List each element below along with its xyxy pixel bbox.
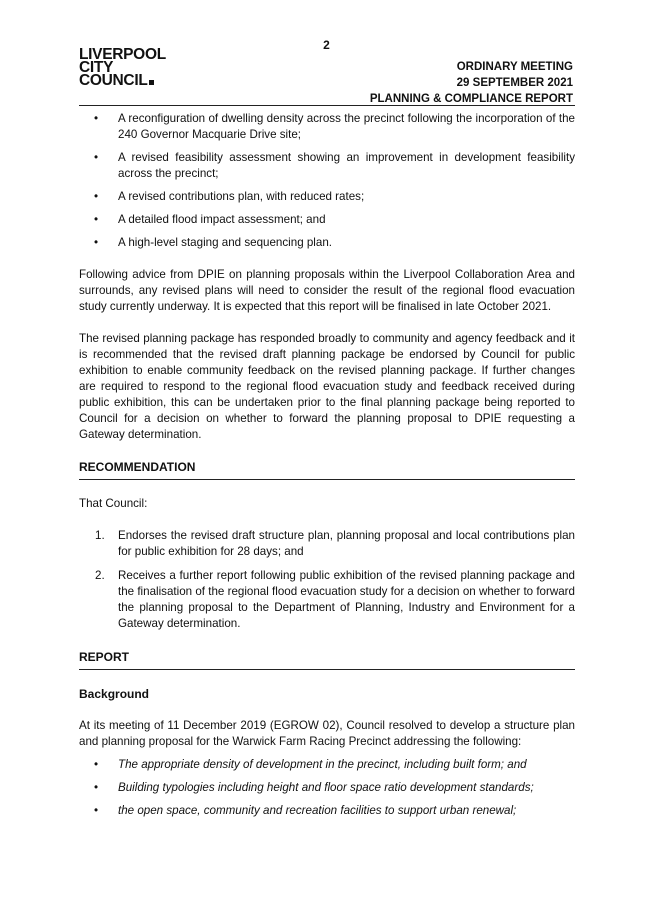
logo-line-2: CITY xyxy=(79,59,114,76)
meeting-date: 29 SEPTEMBER 2021 xyxy=(456,77,573,89)
list-item: • A revised feasibility assessment showing an improvement in development feasibility across the precinct; xyxy=(79,150,575,182)
list-item xyxy=(79,568,575,632)
paragraph: Following advice from DPIE on planning proposals within the Liverpool Collaboration Area and surrounds, any revised plans will need to consider the result of the regional flood evacuation study currently underway. It is expected that this report will be finalised in late October 2021. xyxy=(79,268,575,313)
recommendation-intro: That Council: xyxy=(79,497,148,510)
list-item: • the open space, community and recreation facilities to support urban renewal; xyxy=(79,803,575,819)
document-body xyxy=(79,111,575,826)
recommendation-list xyxy=(79,528,575,632)
council-logo xyxy=(79,48,166,87)
item-number: 1. xyxy=(95,529,105,542)
report-title: PLANNING & COMPLIANCE REPORT xyxy=(369,93,573,105)
list-item: • A reconfiguration of dwelling density across the precinct following the incorporation of the 240 Governor Macquarie Drive site; xyxy=(79,111,575,143)
list-item xyxy=(79,528,575,560)
list-item: • A high-level staging and sequencing plan. xyxy=(79,235,575,251)
logo-line-3: COUNCIL xyxy=(79,74,166,87)
report-heading: REPORT xyxy=(79,649,575,670)
logo-dot-icon xyxy=(149,80,154,85)
item-text: Endorses the revised draft structure plan, planning proposal and local contributions plan for public exhibition for 28 days; and xyxy=(118,529,575,558)
header-divider xyxy=(79,105,575,106)
meeting-type: ORDINARY MEETING xyxy=(456,61,573,73)
page-number: 2 xyxy=(323,38,330,52)
list-item: • Building typologies including height and floor space ratio development standards; xyxy=(79,780,575,796)
recommendation-heading: RECOMMENDATION xyxy=(79,459,575,480)
item-number: 2. xyxy=(95,569,105,582)
list-item: • The appropriate density of development in the precinct, including built form; and xyxy=(79,757,575,773)
meeting-info xyxy=(370,59,573,107)
logo-line-1: LIVERPOOL xyxy=(79,46,166,63)
list-item: • A revised contributions plan, with reduced rates; xyxy=(79,189,575,205)
background-bullet-list xyxy=(79,757,575,819)
intro-bullet-list xyxy=(79,111,575,251)
background-heading: Background xyxy=(79,687,150,701)
paragraph: At its meeting of 11 December 2019 (EGROW 02), Council resolved to develop a structure plan and planning proposal for the Warwick Farm Racing Precinct addressing the following: xyxy=(79,719,575,748)
item-text: Receives a further report following public exhibition of the revised planning package and the finalisation of the regional flood evacuation study for a decision on whether to forward the planning proposal to the Department of Planning, Industry and Environment for a Gateway determination. xyxy=(118,569,575,630)
paragraph: The revised planning package has responded broadly to community and agency feedback and it is recommended that the revised draft planning package be endorsed by Council for public exhibition to enable community feedback on the revised planning package. If further changes are required to respond to the regional flood evacuation study and feedback received during public exhibition, this can be undertaken prior to the final planning package being reported to Council for a decision on whether to forward the planning proposal to DPIE requesting a Gateway determination. xyxy=(79,332,575,441)
list-item: • A detailed flood impact assessment; and xyxy=(79,212,575,228)
